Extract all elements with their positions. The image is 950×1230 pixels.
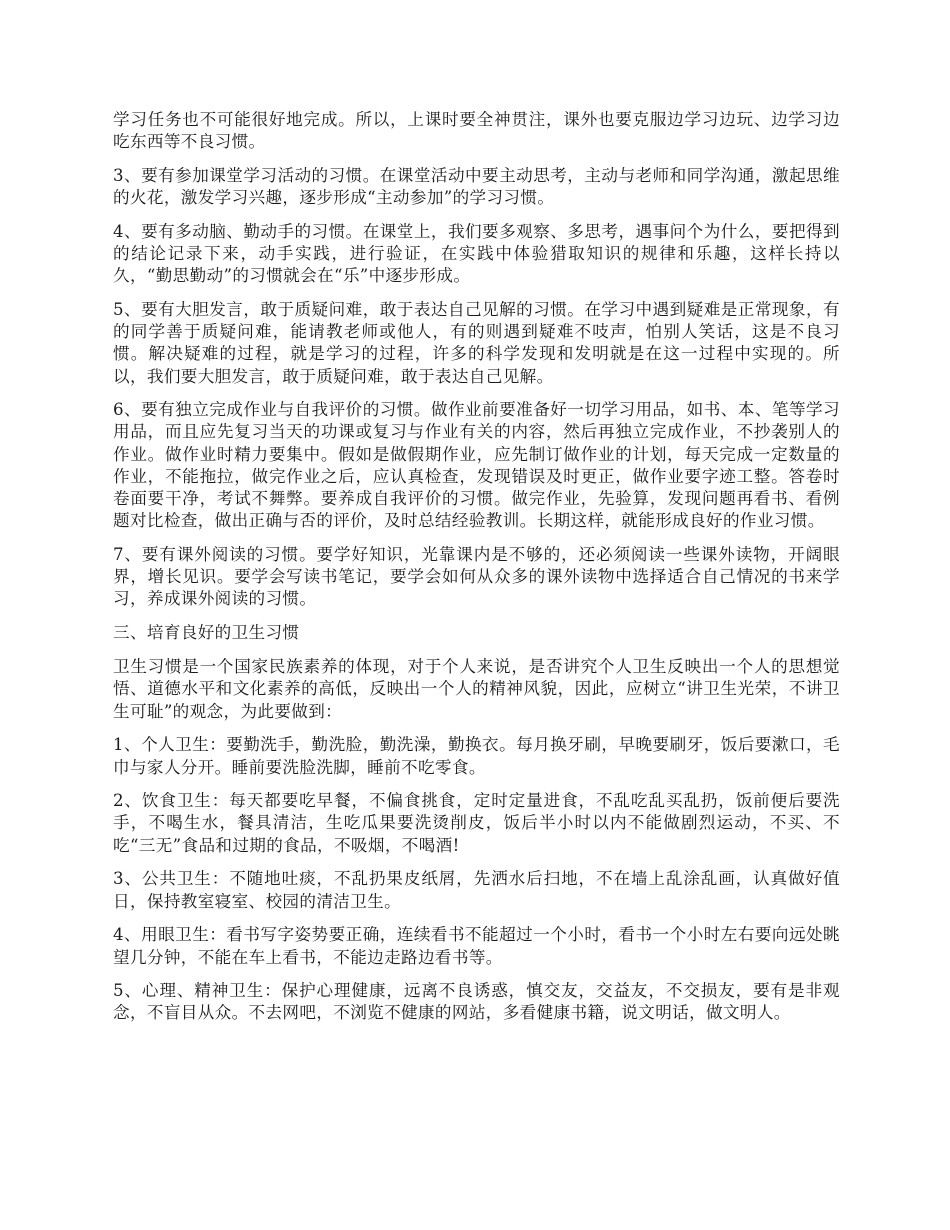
paragraph-hygiene-intro: 卫生习惯是一个国家民族素养的体现，对于个人来说，是否讲究个人卫生反映出一个人的思想觉悟、道德水平和文化素养的高低，反映出一个人的精神风貌，因此，应树立“讲卫生光荣，不讲卫生可耻”的观念，为此要做到： xyxy=(113,657,840,721)
section-heading-hygiene: 三、培育良好的卫生习惯 xyxy=(113,623,300,643)
paragraph-habit-7: 7、要有课外阅读的习惯。要学好知识，光靠课内是不够的，还必须阅读一些课外读物，开阔眼界，增长见识。要学会写读书笔记，要学会如何从众多的课外读物中选择适合自己情况的书来学习，养成课外阅读的习惯。 xyxy=(113,544,840,609)
paragraph-study-focus: 学习任务也不可能很好地完成。所以，上课时要全神贯注，课外也要克服边学习边玩、边学习边吃东西等不良习惯。 xyxy=(113,110,840,152)
document-page xyxy=(113,109,840,1036)
paragraph-habit-5: 5、要有大胆发言，敢于质疑问难，敢于表达自己见解的习惯。在学习中遇到疑难是正常现象，有的同学善于质疑问难，能请教老师或他人，有的则遇到疑难不吱声，怕别人笑话，这是不良习惯。解决疑难的过程，就是学习的过程，许多的科学发现和发明就是在这一过程中实现的。所以，我们要大胆发言，敢于质疑问难，敢于表达自己见解。 xyxy=(113,299,840,386)
paragraph-hygiene-diet: 2、饮食卫生：每天都要吃早餐，不偏食挑食，定时定量进食，不乱吃乱买乱扔，饭前便后要洗手，不喝生水，餐具清洁，生吃瓜果要洗烫削皮，饭后半小时以内不能做剧烈运动，不买、不吃“三无”食品和过期的食品，不吸烟，不喝酒! xyxy=(113,791,840,855)
paragraph-hygiene-mental: 5、心理、精神卫生：保护心理健康，远离不良诱惑，慎交友，交益友，不交损友，要有是非观念，不盲目从众。不去网吧，不浏览不健康的网站，多看健康书籍，说文明话，做文明人。 xyxy=(113,981,840,1023)
paragraph-habit-3: 3、要有参加课堂学习活动的习惯。在课堂活动中要主动思考，主动与老师和同学沟通，激起思维的火花，激发学习兴趣，逐步形成“主动参加”的学习习惯。 xyxy=(113,165,840,208)
paragraph-hygiene-public: 3、公共卫生：不随地吐痰，不乱扔果皮纸屑，先洒水后扫地，不在墙上乱涂乱画，认真做好值日，保持教室寝室、校园的清洁卫生。 xyxy=(113,869,840,911)
paragraph-hygiene-eyes: 4、用眼卫生：看书写字姿势要正确，连续看书不能超过一个小时，看书一个小时左右要向远处眺望几分钟，不能在车上看书，不能边走路边看书等。 xyxy=(113,925,840,967)
paragraph-hygiene-personal: 1、个人卫生：要勤洗手，勤洗脸，勤洗澡，勤换衣。每月换牙刷，早晚要刷牙，饭后要漱口，毛巾与家人分开。睡前要洗脸洗脚，睡前不吃零食。 xyxy=(113,735,840,777)
paragraph-habit-6: 6、要有独立完成作业与自我评价的习惯。做作业前要准备好一切学习用品，如书、本、笔等学习用品，而且应先复习当天的功课或复习与作业有关的内容，然后再独立完成作业，不抄袭别人的作业。做作业时精力要集中。假如是做假期作业，应先制订做作业的计划，每天完成一定数量的作业，不能拖拉，做完作业之后，应认真检查，发现错误及时更正，做作业要字迹工整。答卷时卷面要干净，考试不舞弊。要养成自我评价的习惯。做完作业，先验算，发现问题再看书、看例题对比检查，做出正确与否的评价，及时总结经验教训。长期这样，就能形成良好的作业习惯。 xyxy=(113,400,840,531)
paragraph-habit-4: 4、要有多动脑、勤动手的习惯。在课堂上，我们要多观察、多思考，遇事问个为什么，要把得到的结论记录下来，动手实践，进行验证，在实践中体验猎取知识的规律和乐趣，这样长持以久，“勤思勤动”的习惯就会在“乐”中逐步形成。 xyxy=(113,221,840,286)
